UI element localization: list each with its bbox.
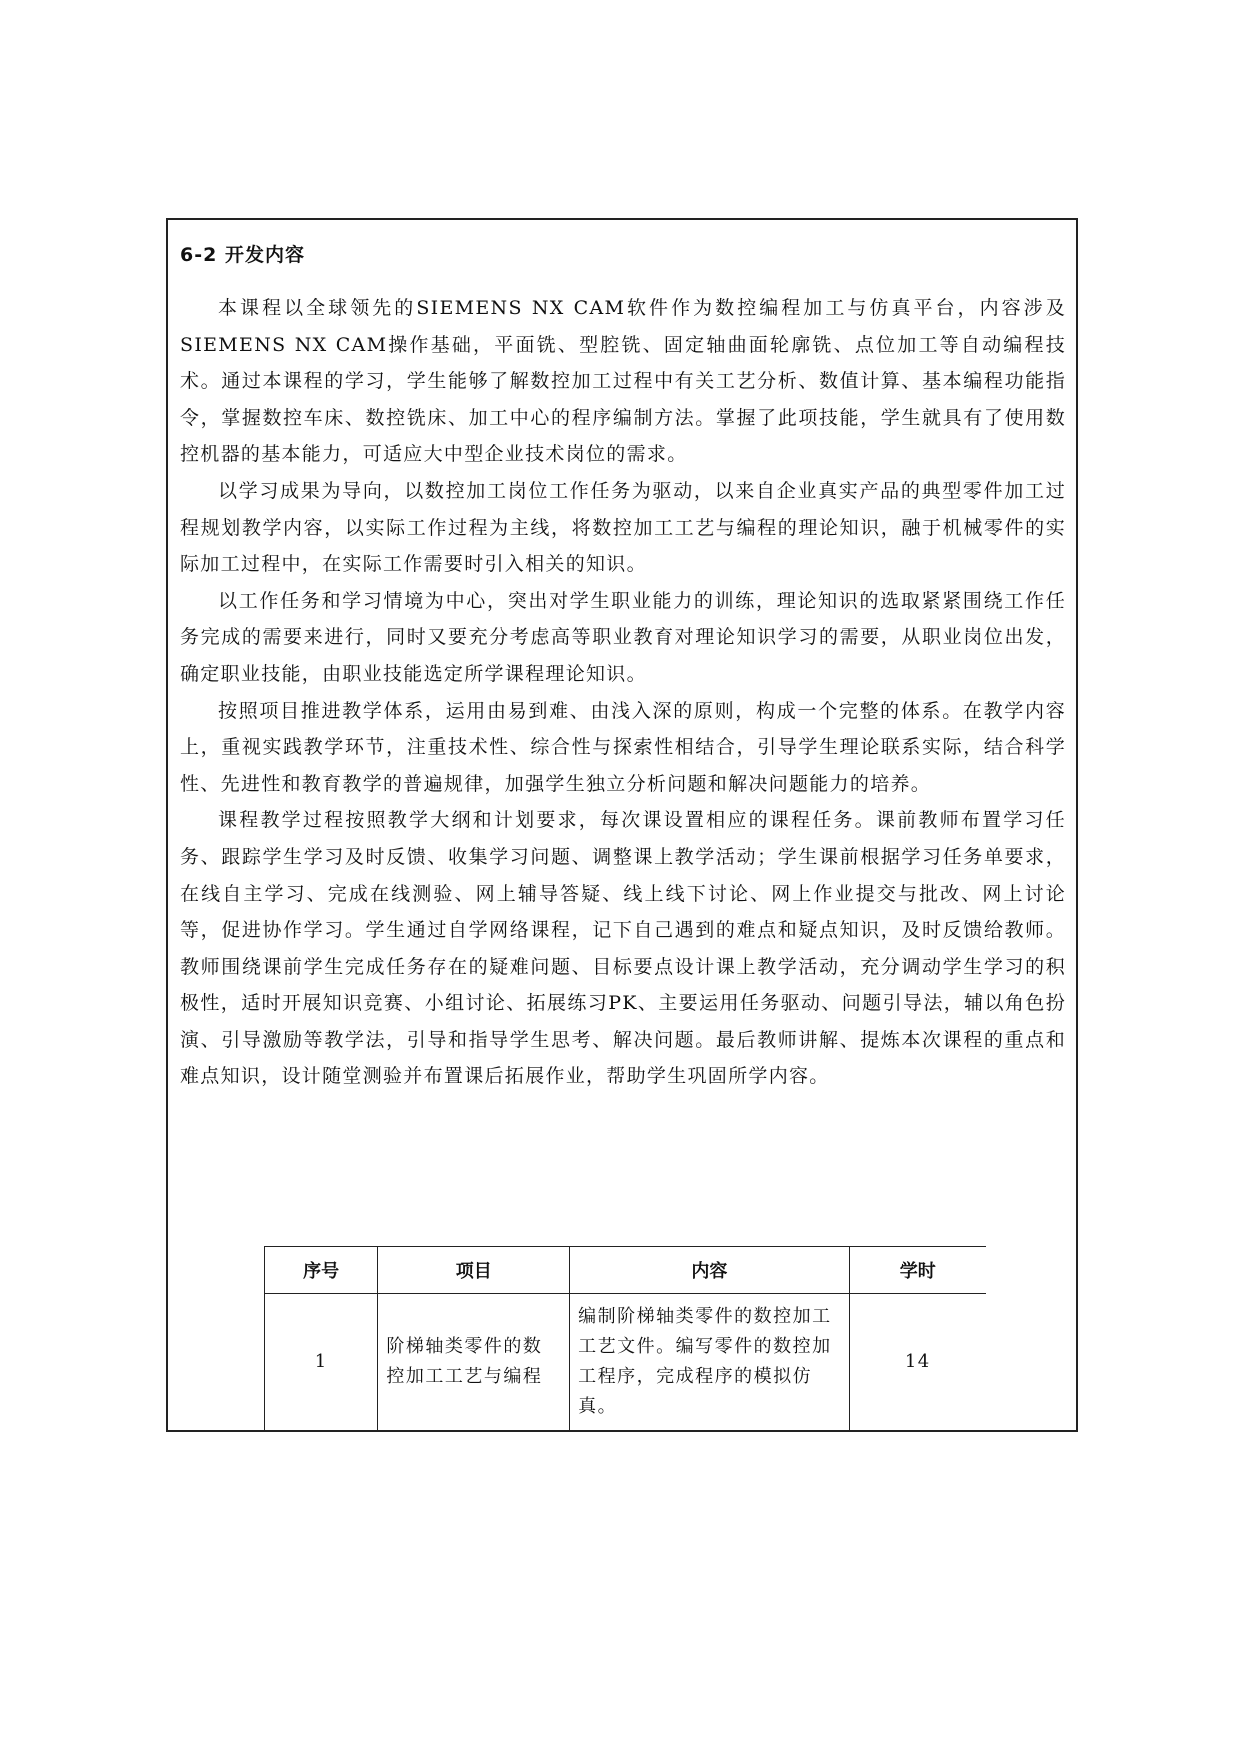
paragraph: 本课程以全球领先的SIEMENS NX CAM软件作为数控编程加工与仿真平台，内容涉及SIEMENS NX CAM操作基础，平面铣、型腔铣、固定轴曲面轮廓铣、点位加工等自动编程技术。通过本课程的学习，学生能够了解数控加工过程中有关工艺分析、数值计算、基本编程功能指令，掌握数控车床、数控铣床、加工中心的程序编制方法。掌握了此项技能，学生就具有了使用数控机器的基本能力，可适应大中型企业技术岗位的需求。 <box>180 297 1066 466</box>
cell-no: 1 <box>265 1294 378 1431</box>
paragraph: 课程教学过程按照教学大纲和计划要求，每次课设置相应的课程任务。课前教师布置学习任务、跟踪学生学习及时反馈、收集学习问题、调整课上教学活动；学生课前根据学习任务单要求，在线自主学习、完成在线测验、网上辅导答疑、线上线下讨论、网上作业提交与批改、网上讨论等，促进协作学习。学生通过自学网络课程，记下自己遇到的难点和疑点知识，及时反馈给教师。教师围绕课前学生完成任务存在的疑难问题、目标要点设计课上教学活动，充分调动学生学习的积极性，适时开展知识竞赛、小组讨论、拓展练习PK、主要运用任务驱动、问题引导法，辅以角色扮演、引导激励等教学法，引导和指导学生思考、解决问题。最后教师讲解、提炼本次课程的重点和难点知识，设计随堂测验并布置课后拓展作业，帮助学生巩固所学内容。 <box>180 809 1066 1088</box>
header-hours: 学时 <box>849 1247 986 1294</box>
header-no: 序号 <box>265 1247 378 1294</box>
section-heading: 6-2 开发内容 <box>180 244 305 266</box>
paragraph: 以工作任务和学习情境为中心，突出对学生职业能力的训练，理论知识的选取紧紧围绕工作任务完成的需要来进行，同时又要充分考虑高等职业教育对理论知识学习的需要，从职业岗位出发，确定职业技能，由职业技能选定所学课程理论知识。 <box>180 589 1066 685</box>
table-row <box>265 1294 987 1431</box>
header-content: 内容 <box>570 1247 849 1294</box>
body-text <box>180 290 1066 1095</box>
cell-content: 编制阶梯轴类零件的数控加工工艺文件。编写零件的数控加工程序，完成程序的模拟仿真。 <box>570 1294 849 1431</box>
cell-hours: 14 <box>849 1294 986 1431</box>
content-frame <box>166 218 1078 1432</box>
cell-project: 阶梯轴类零件的数控加工工艺与编程 <box>378 1294 570 1431</box>
paragraph: 按照项目推进教学体系，运用由易到难、由浅入深的原则，构成一个完整的体系。在教学内容上，重视实践教学环节，注重技术性、综合性与探索性相结合，引导学生理论联系实际，结合科学性、先进性和教育教学的普遍规律，加强学生独立分析问题和解决问题能力的培养。 <box>180 699 1066 795</box>
header-project: 项目 <box>378 1247 570 1294</box>
course-plan-table <box>264 1246 986 1431</box>
table-header-row <box>265 1247 987 1294</box>
paragraph: 以学习成果为导向，以数控加工岗位工作任务为驱动，以来自企业真实产品的典型零件加工过程规划教学内容，以实际工作过程为主线，将数控加工工艺与编程的理论知识，融于机械零件的实际加工过程中，在实际工作需要时引入相关的知识。 <box>180 479 1066 576</box>
